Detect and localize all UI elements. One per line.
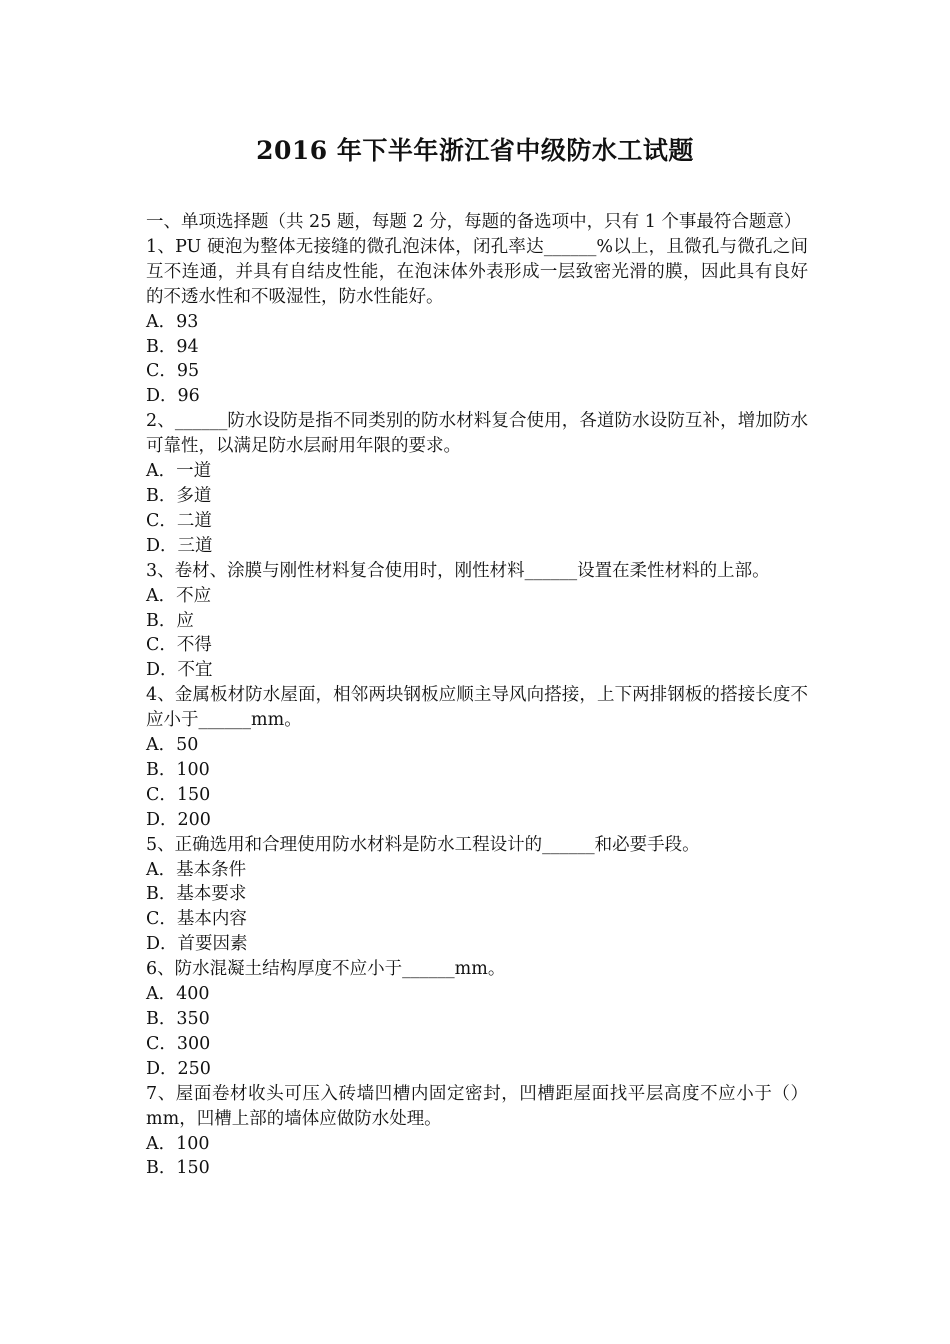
answer-option: C．基本内容 bbox=[146, 909, 247, 930]
question-text: 5、正确选用和合理使用防水材料是防水工程设计的______和必要手段。 bbox=[146, 834, 700, 855]
answer-option: B．350 bbox=[146, 1009, 210, 1029]
answer-option: A．基本条件 bbox=[146, 859, 247, 880]
answer-option: A．100 bbox=[146, 1133, 210, 1154]
answer-option: D．不宜 bbox=[146, 660, 213, 681]
question bbox=[146, 559, 808, 684]
question-text: 3、卷材、涂膜与刚性材料复合使用时，刚性材料______设置在柔性材料的上部。 bbox=[146, 560, 770, 581]
answer-option: B．100 bbox=[146, 759, 210, 780]
answer-option: A．不应 bbox=[146, 585, 212, 606]
answer-option: A．93 bbox=[146, 311, 199, 332]
question bbox=[146, 1082, 808, 1182]
answer-option: D．首要因素 bbox=[146, 934, 248, 955]
question-text: 1、PU 硬泡为整体无接缝的微孔泡沫体，闭孔率达______%以上，且微孔与微孔之间互不连通，并具有自结皮性能，在泡沫体外表形成一层致密光滑的膜，因此具有良好的不透水性和不吸湿性，防水性能好。 bbox=[146, 236, 808, 307]
question-text: 2、______防水设防是指不同类别的防水材料复合使用，各道防水设防互补，增加防水可靠性，以满足防水层耐用年限的要求。 bbox=[146, 411, 808, 457]
question bbox=[146, 235, 808, 409]
answer-option: D．250 bbox=[146, 1058, 211, 1079]
answer-option: D．96 bbox=[146, 386, 200, 407]
answer-option: C．95 bbox=[146, 361, 200, 382]
answer-option: D．200 bbox=[146, 809, 211, 830]
question bbox=[146, 409, 808, 558]
answer-option: B．150 bbox=[146, 1158, 210, 1179]
answer-option: A．400 bbox=[146, 984, 210, 1005]
question bbox=[146, 683, 808, 832]
section-heading: 一、单项选择题（共 25 题，每题 2 分，每题的备选项中，只有 1 个事最符合题意） bbox=[146, 212, 802, 232]
document-body bbox=[146, 210, 808, 1181]
answer-option: B．基本要求 bbox=[146, 884, 247, 905]
answer-option: C．二道 bbox=[146, 510, 212, 531]
answer-option: B．94 bbox=[146, 336, 199, 357]
document-title: 2016 年下半年浙江省中级防水工试题 bbox=[256, 136, 694, 165]
answer-option: C．300 bbox=[146, 1033, 211, 1054]
answer-option: C．150 bbox=[146, 784, 211, 805]
question bbox=[146, 957, 808, 1082]
answer-option: A．一道 bbox=[146, 461, 212, 482]
question-text: 7、屋面卷材收头可压入砖墙凹槽内固定密封，凹槽距屋面找平层高度不应小于（）mm，凹槽上部的墙体应做防水处理。 bbox=[146, 1083, 808, 1129]
answer-option: B．应 bbox=[146, 610, 194, 631]
answer-option: C．不得 bbox=[146, 635, 212, 656]
question bbox=[146, 833, 808, 958]
answer-option: B．多道 bbox=[146, 485, 212, 506]
question-text: 4、金属板材防水屋面，相邻两块钢板应顺主导风向搭接，上下两排钢板的搭接长度不应小于______mm。 bbox=[146, 685, 808, 731]
answer-option: A．50 bbox=[146, 735, 199, 756]
answer-option: D．三道 bbox=[146, 535, 213, 556]
question-text: 6、防水混凝土结构厚度不应小于______mm。 bbox=[146, 959, 506, 980]
